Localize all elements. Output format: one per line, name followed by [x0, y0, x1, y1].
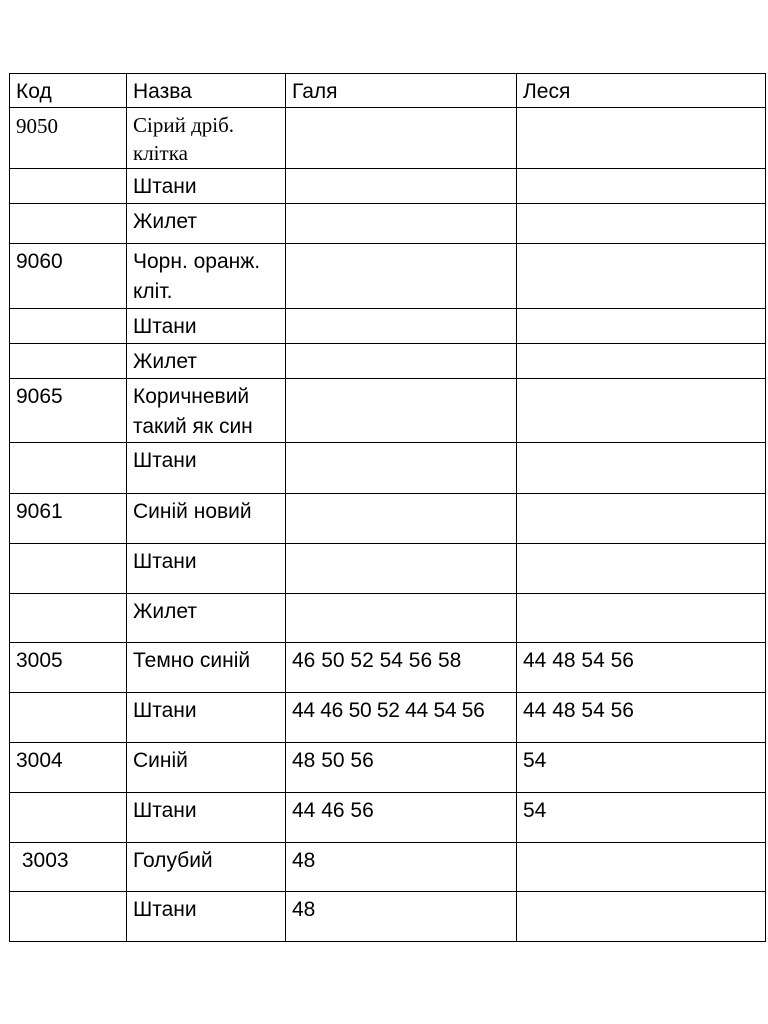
table-row	[10, 594, 766, 643]
cell-code	[10, 693, 127, 743]
cell-code	[10, 169, 127, 204]
header-row	[10, 74, 766, 108]
table-row	[10, 693, 766, 743]
cell-galya	[286, 544, 517, 594]
cell-name: Жилет	[127, 204, 286, 244]
cell-lesya: 44 48 54 56	[517, 643, 766, 693]
cell-galya: 48	[286, 892, 517, 942]
cell-name: Коричневий такий як син	[127, 379, 286, 443]
cell-lesya	[517, 244, 766, 309]
cell-lesya: 54	[517, 793, 766, 843]
cell-name: Темно синій	[127, 643, 286, 693]
cell-code	[10, 544, 127, 594]
cell-galya	[286, 169, 517, 204]
cell-galya: 46 50 52 54 56 58	[286, 643, 517, 693]
cell-name: Штани	[127, 793, 286, 843]
cell-lesya	[517, 443, 766, 494]
cell-galya	[286, 204, 517, 244]
cell-galya: 44 46 50 52 44 54 56	[286, 693, 517, 743]
cell-code: 9061	[10, 494, 127, 544]
cell-lesya	[517, 843, 766, 892]
cell-lesya	[517, 108, 766, 169]
cell-code: 9060	[10, 244, 127, 309]
cell-galya	[286, 443, 517, 494]
cell-lesya	[517, 204, 766, 244]
cell-name: Штани	[127, 309, 286, 344]
cell-code: 9065	[10, 379, 127, 443]
cell-galya: 48 50 56	[286, 743, 517, 793]
cell-name: Синій	[127, 743, 286, 793]
table-row	[10, 443, 766, 494]
cell-name: Жилет	[127, 594, 286, 643]
table-row	[10, 843, 766, 892]
table-row	[10, 793, 766, 843]
cell-lesya	[517, 594, 766, 643]
table-row	[10, 544, 766, 594]
cell-lesya	[517, 309, 766, 344]
cell-code: 9050	[10, 108, 127, 169]
cell-galya	[286, 244, 517, 309]
cell-code: 3003	[10, 843, 127, 892]
cell-galya: 44 46 56	[286, 793, 517, 843]
header-code: Код	[10, 74, 127, 108]
table-row	[10, 494, 766, 544]
cell-code	[10, 793, 127, 843]
cell-galya: 48	[286, 843, 517, 892]
table-row	[10, 892, 766, 942]
header-lesya: Леся	[517, 74, 766, 108]
table-row	[10, 643, 766, 693]
cell-lesya	[517, 892, 766, 942]
cell-name: Штани	[127, 892, 286, 942]
cell-name: Штани	[127, 169, 286, 204]
cell-lesya	[517, 494, 766, 544]
cell-lesya	[517, 544, 766, 594]
cell-code	[10, 204, 127, 244]
cell-code: 3004	[10, 743, 127, 793]
cell-lesya	[517, 344, 766, 379]
cell-code	[10, 309, 127, 344]
cell-code	[10, 443, 127, 494]
table-row	[10, 169, 766, 204]
table-row	[10, 108, 766, 169]
cell-name: Чорн. оранж. кліт.	[127, 244, 286, 309]
cell-galya	[286, 379, 517, 443]
cell-galya	[286, 494, 517, 544]
table-row	[10, 244, 766, 309]
cell-galya	[286, 344, 517, 379]
cell-galya	[286, 594, 517, 643]
inventory-table	[9, 73, 766, 942]
cell-code: 3005	[10, 643, 127, 693]
cell-galya	[286, 309, 517, 344]
cell-name: Голубий	[127, 843, 286, 892]
header-galya: Галя	[286, 74, 517, 108]
cell-name: Штани	[127, 693, 286, 743]
cell-lesya: 54	[517, 743, 766, 793]
header-name: Назва	[127, 74, 286, 108]
table-row	[10, 379, 766, 443]
cell-name: Сірий дріб. клітка	[127, 108, 286, 169]
cell-code	[10, 344, 127, 379]
table-row	[10, 309, 766, 344]
cell-code	[10, 594, 127, 643]
cell-galya	[286, 108, 517, 169]
cell-name: Синій новий	[127, 494, 286, 544]
cell-lesya: 44 48 54 56	[517, 693, 766, 743]
cell-name: Штани	[127, 443, 286, 494]
cell-lesya	[517, 379, 766, 443]
cell-name: Штани	[127, 544, 286, 594]
cell-name: Жилет	[127, 344, 286, 379]
table-row	[10, 204, 766, 244]
cell-code	[10, 892, 127, 942]
table-row	[10, 344, 766, 379]
cell-lesya	[517, 169, 766, 204]
table-row	[10, 743, 766, 793]
